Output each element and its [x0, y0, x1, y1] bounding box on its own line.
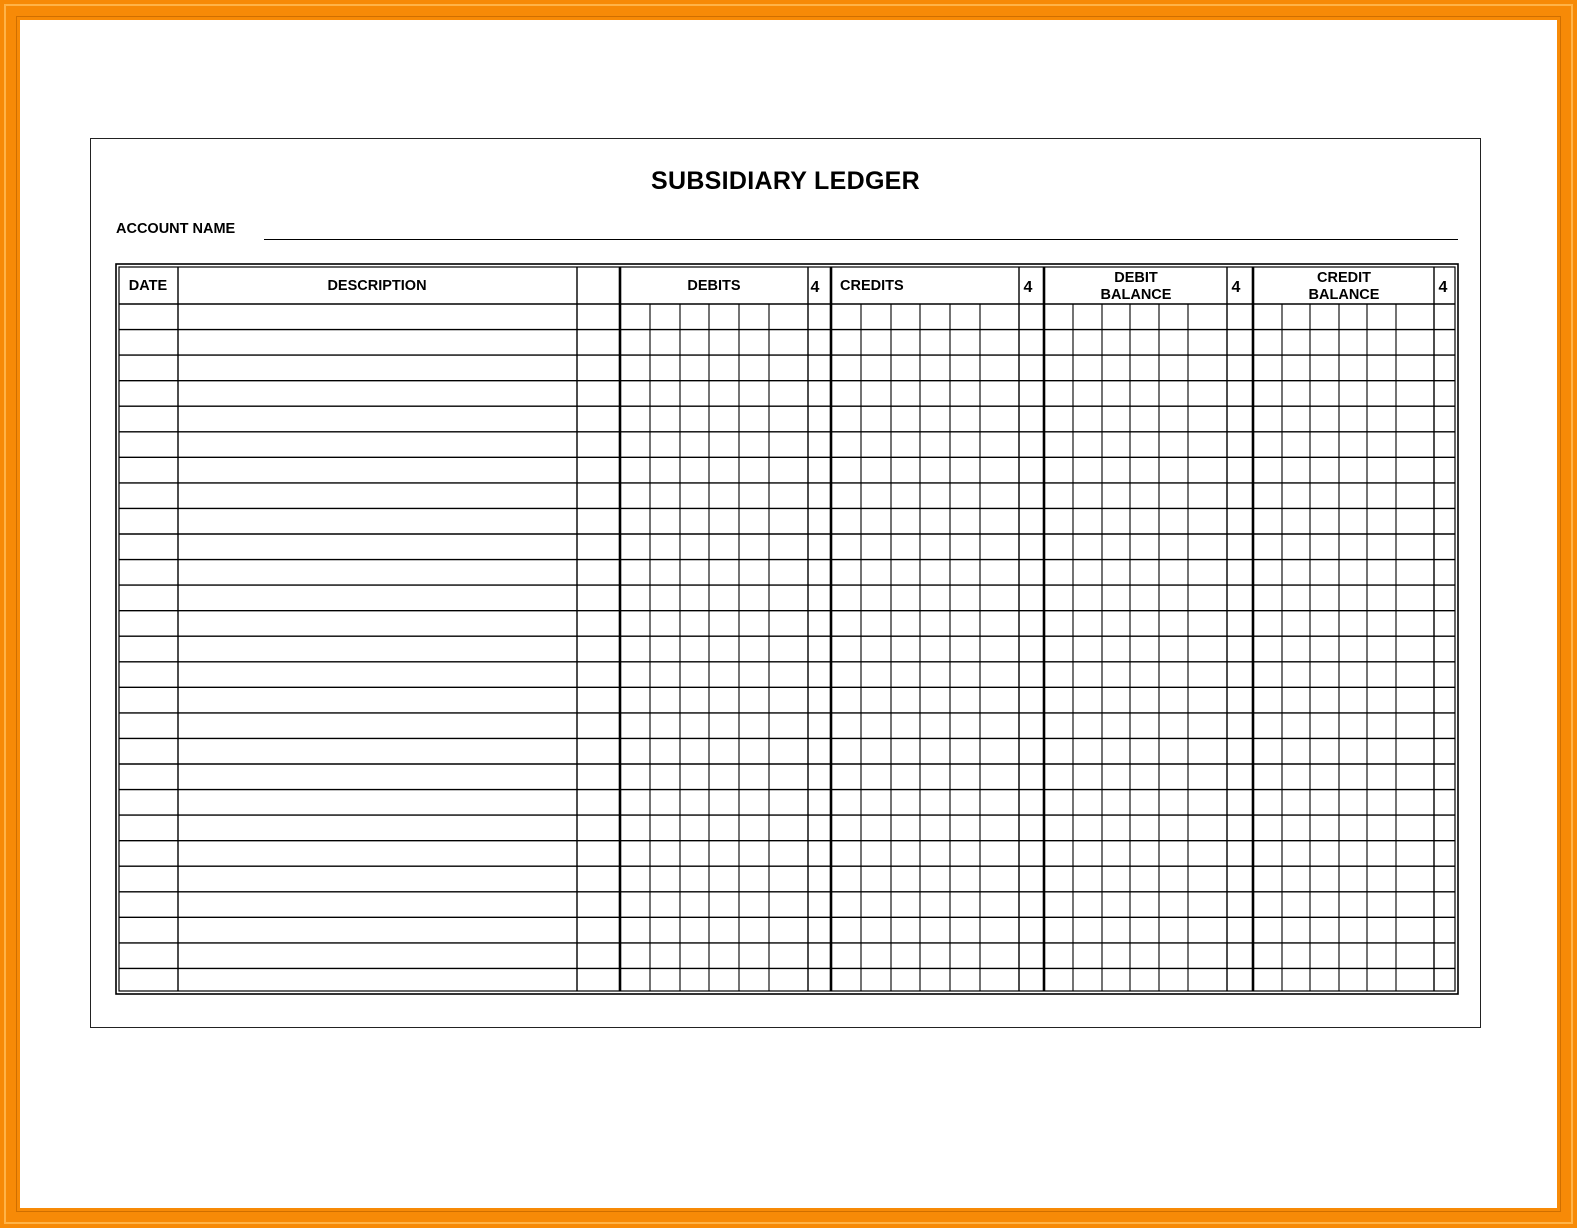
header-credit-balance-line2: BALANCE [1308, 287, 1380, 303]
table-inner-border [119, 267, 1455, 991]
header-debit-balance-line2: BALANCE [1100, 287, 1172, 303]
ledger-grid [116, 264, 1458, 994]
header-date: DATE [128, 278, 168, 294]
ledger-form [90, 138, 1481, 1028]
header-debit-balance-check: 4 [1231, 279, 1241, 296]
header-debits-check: 4 [810, 279, 820, 296]
header-credits-check: 4 [1023, 279, 1033, 296]
header-debit-balance-line1: DEBIT [1114, 270, 1158, 286]
header-credits: CREDITS [840, 278, 904, 294]
table-outer-border [116, 264, 1458, 994]
ledger-header [129, 270, 1448, 303]
header-debits: DEBITS [687, 278, 741, 294]
header-description: DESCRIPTION [327, 278, 427, 294]
account-name-label: ACCOUNT NAME [116, 221, 236, 237]
header-credit-balance-check: 4 [1438, 279, 1448, 296]
header-credit-balance-line1: CREDIT [1317, 270, 1371, 286]
ledger-table [91, 139, 1482, 1029]
document-title: SUBSIDIARY LEDGER [650, 167, 921, 195]
